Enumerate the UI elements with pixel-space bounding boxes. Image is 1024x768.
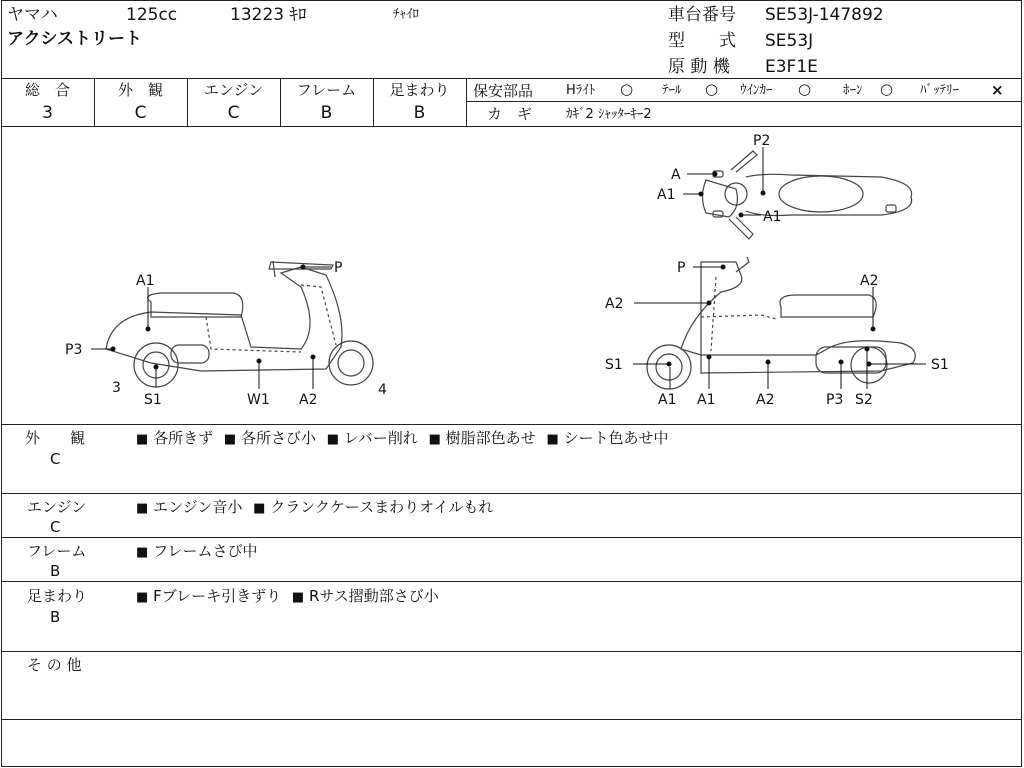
note-item: Rサス摺動部さび小 — [308, 587, 439, 605]
label-top-p2: P2 — [753, 133, 771, 149]
note-suspension-items: ■ Fブレーキ引きずり ■ Rサス摺動部さび小 — [136, 587, 439, 605]
label-right-p3: P3 — [826, 392, 844, 408]
divider — [466, 101, 1022, 102]
grade-frame-label: フレーム — [296, 81, 357, 99]
label-right-p: P — [677, 260, 686, 276]
type-value: SE53J — [765, 31, 814, 51]
note-exterior-items: ■ 各所きず ■ 各所さび小 ■ レバー削れ ■ 樹脂部色あせ ■ シート色あせ中 — [136, 429, 669, 447]
divider — [466, 78, 467, 126]
note-frame-grade: B — [50, 562, 61, 580]
label-p3: P3 — [65, 342, 83, 358]
grade-frame: B — [320, 103, 333, 123]
note-item: シート色あせ中 — [563, 429, 669, 447]
scooter-top-view — [703, 151, 912, 239]
model-name: アクシストリート — [7, 29, 142, 49]
note-suspension-grade: B — [50, 608, 61, 626]
type-label: 型 式 — [668, 31, 736, 51]
battery-mark: × — [991, 81, 1004, 99]
key-label: カ ギ — [487, 105, 533, 123]
divider — [1, 651, 1022, 652]
note-exterior-grade: C — [50, 450, 61, 468]
note-other-label: そ の 他 — [27, 656, 82, 674]
label-right-a2-bottom: A2 — [756, 392, 775, 408]
label-right-s1-left: S1 — [605, 357, 623, 373]
divider — [1, 78, 1022, 79]
grade-suspension: B — [413, 103, 426, 123]
label-s1: S1 — [144, 392, 162, 408]
grade-exterior: C — [134, 103, 147, 123]
headlight-mark: ○ — [620, 80, 634, 98]
label-right-a2-top: A2 — [860, 273, 879, 289]
headlight-label: Hﾗｲﾄ — [566, 83, 596, 98]
note-item: 樹脂部色あせ — [445, 429, 536, 447]
label-right-s1-right: S1 — [931, 357, 949, 373]
label-a1: A1 — [136, 273, 155, 289]
mileage: 13223 ｷﾛ — [230, 5, 307, 25]
note-item: 各所きず — [153, 429, 214, 447]
divider — [1, 424, 1022, 425]
maker: ヤマハ — [7, 5, 58, 25]
grade-exterior-label: 外 観 — [117, 81, 163, 99]
note-item: レバー削れ — [343, 429, 418, 447]
grade-total-label: 総 合 — [24, 81, 70, 99]
note-suspension-label: 足まわり — [27, 587, 88, 605]
note-frame-label: フレーム — [27, 542, 87, 560]
displacement: 125cc — [126, 5, 178, 25]
label-3: 3 — [112, 380, 121, 396]
frame-no-label: 車台番号 — [668, 5, 736, 25]
horn-label: ﾎｰﾝ — [843, 83, 863, 98]
note-item: クランクケースまわりオイルもれ — [270, 498, 494, 516]
color: ﾁｬｲﾛ — [393, 7, 419, 22]
note-item: フレームさび中 — [153, 542, 258, 560]
divider — [1, 537, 1022, 538]
note-engine-items: ■ エンジン音小 ■ クランクケースまわりオイルもれ — [136, 498, 494, 516]
label-right-s2: S2 — [855, 392, 873, 408]
winker-label: ｳｲﾝｶｰ — [740, 83, 773, 98]
horn-mark: ○ — [880, 80, 894, 98]
note-item: エンジン音小 — [153, 498, 243, 516]
label-right-a2-left: A2 — [605, 296, 624, 312]
label-top-a1-left: A1 — [657, 187, 676, 203]
battery-label: ﾊﾞｯﾃﾘｰ — [920, 83, 959, 98]
note-engine-label: エンジン — [27, 498, 87, 516]
grade-engine: C — [227, 103, 240, 123]
divider — [1, 581, 1022, 582]
grade-total: 3 — [42, 103, 53, 123]
divider — [1, 493, 1022, 494]
winker-mark: ○ — [798, 80, 812, 98]
label-4: 4 — [378, 382, 387, 398]
label-a2: A2 — [299, 392, 318, 408]
label-top-a: A — [671, 167, 681, 183]
key-value: ｶｷﾞ2 ｼｬｯﾀｰｷｰ2 — [566, 107, 652, 122]
grade-suspension-label: 足まわり — [389, 81, 450, 99]
engine-value: E3F1E — [765, 57, 818, 77]
note-item: Fブレーキ引きずり — [153, 587, 282, 605]
taillight-label: ﾃｰﾙ — [662, 83, 682, 98]
label-w1: W1 — [247, 392, 270, 408]
label-right-a1-a: A1 — [658, 392, 677, 408]
scooter-diagram — [1, 127, 1022, 423]
note-item: 各所さび小 — [240, 429, 316, 447]
divider — [1, 719, 1022, 720]
note-frame-items: ■ フレームさび中 — [136, 542, 258, 560]
engine-label: 原 動 機 — [668, 57, 730, 77]
grade-engine-label: エンジン — [203, 81, 264, 99]
frame-no: SE53J-147892 — [765, 5, 884, 25]
note-exterior-label: 外 観 — [25, 429, 86, 447]
label-right-a1-b: A1 — [697, 392, 716, 408]
label-top-a1-right: A1 — [763, 209, 782, 225]
note-engine-grade: C — [50, 518, 61, 536]
safety-label: 保安部品 — [473, 82, 534, 100]
label-p: P — [334, 260, 343, 276]
taillight-mark: ○ — [705, 80, 719, 98]
